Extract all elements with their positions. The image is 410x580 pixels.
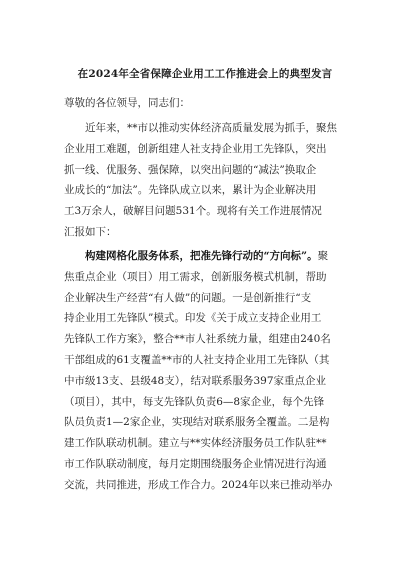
- paragraph-line: 市工作队联动制度，每月定期围绕服务企业情况进行沟通: [64, 457, 327, 470]
- paragraph-line: 工3万余人，破解目问题531个。现将有关工作进展情况: [64, 205, 322, 218]
- paragraph-line: 队员负责1—2家企业，实现结对联系服务全覆盖。二是构: [64, 416, 330, 429]
- paragraph-line: 焦重点企业（项目）用工需求，创新服务模式机制，帮助: [64, 270, 327, 283]
- salutation: 尊敬的各位领导，同志们：: [64, 97, 190, 109]
- paragraph-section-one: [64, 246, 354, 496]
- document-title: 在2024年全省保障企业用工工作推进会上的典型发言: [77, 68, 333, 80]
- paragraph-line: [64, 246, 354, 267]
- paragraph-line: 企业解决生产经营“有人做”的问题。一是创新推行“支: [64, 291, 312, 304]
- section-heading: 构建网格化服务体系，把准先锋行动的“方向标”。: [85, 250, 318, 262]
- paragraph-line: 建工作队联动机制。建立与**实体经济服务员工作队驻**: [64, 437, 327, 450]
- paragraph-line-text: 近年来，**市以推动实体经济高质量发展为抓手，聚焦: [85, 122, 337, 134]
- paragraph-line: 汇报如下：: [64, 225, 117, 238]
- paragraph-line: 持企业用工先锋队”模式。印发《关于成立支持企业用工: [64, 312, 322, 325]
- paragraph-line: 业成长的“加法”。先锋队成立以来，累计为企业解决用: [64, 184, 317, 197]
- paragraph-line: （项目），其中，每支先锋队负责6—8家企业，每个先锋: [64, 395, 325, 408]
- paragraph-line-text: 聚: [317, 250, 329, 262]
- paragraph-line: 企业用工难题，创新组建人社支持企业用工先锋队，突出: [64, 142, 327, 155]
- paragraph-line: 干部组成的61支覆盖**市的人社支持企业用工先锋队（其: [64, 353, 330, 366]
- paragraph-line: 交流，共同推进，形成工作合力。2024年以来已推动举办: [64, 478, 333, 491]
- paragraph-line: 先锋队工作方案》，整合**市人社系统力量，组建由240名: [64, 333, 331, 346]
- paragraph-line: [64, 118, 354, 139]
- paragraph-intro: [64, 118, 354, 243]
- paragraph-line: 抓一线、优服务、强保障，以突出问题的“减法”换取企: [64, 163, 317, 176]
- paragraph-line: 中市级13支、县级48支），结对联系服务397家重点企业: [64, 374, 327, 387]
